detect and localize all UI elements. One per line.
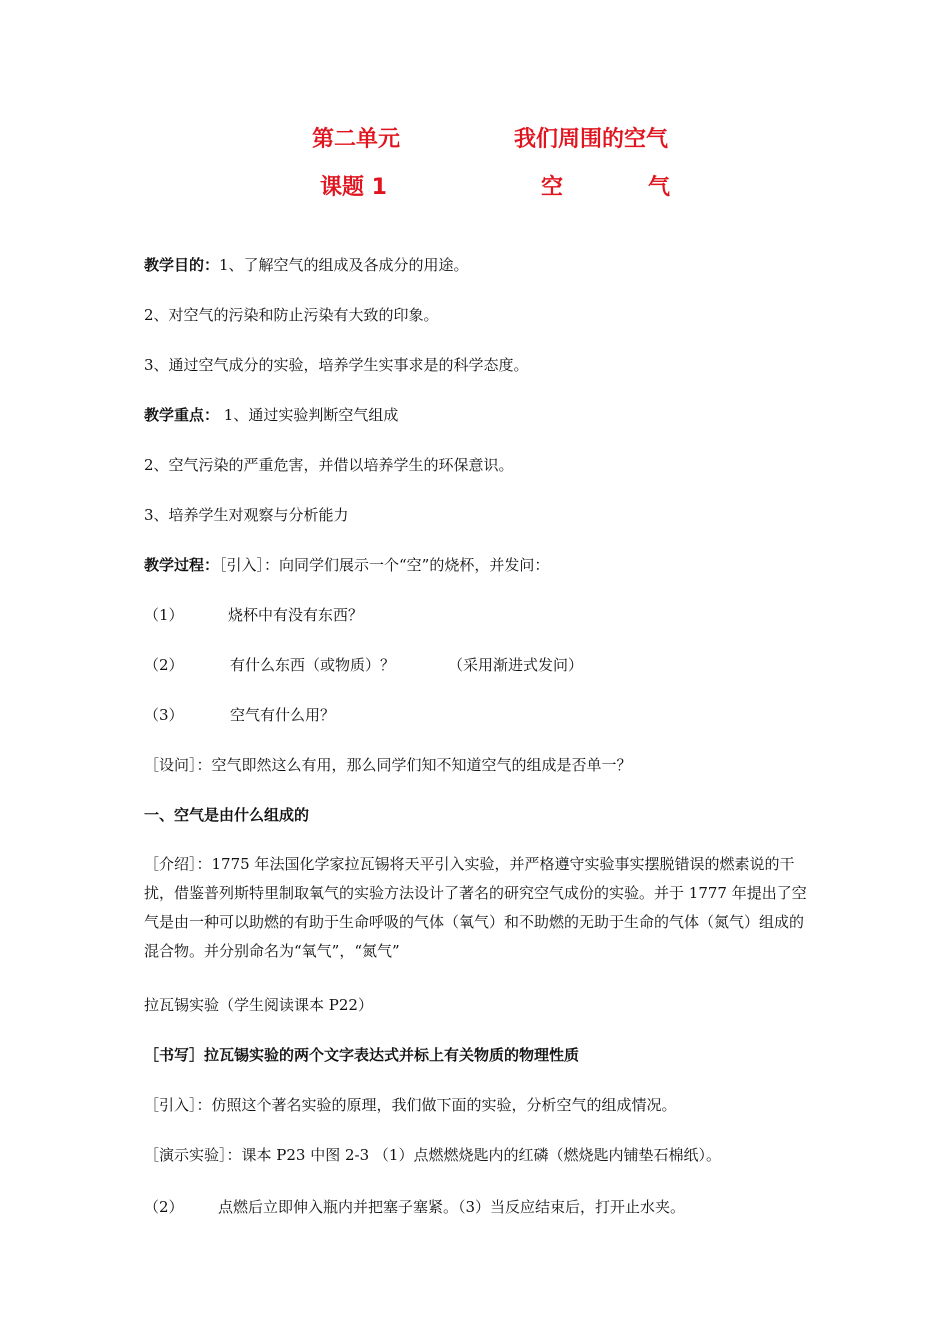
key-point-item-3: 3、培养学生对观察与分析能力 (144, 506, 349, 524)
reading-note: 拉瓦锡实验（学生阅读课本 P22） (144, 996, 373, 1014)
write-tag: ［书写］ (144, 1046, 205, 1064)
key-point-item-2: 2、空气污染的严重危害，并借以培养学生的环保意识。 (144, 456, 514, 474)
key-points-label: 教学重点： (144, 406, 220, 424)
objective-item-3: 3、通过空气成分的实验，培养学生实事求是的科学态度。 (144, 356, 529, 374)
intro-paragraph: ［介绍］：1775 年法国化学家拉瓦锡将天平引入实验，并严格遵守实验事实摆脱错误的燃素说的干扰，借鉴普列斯特里制取氧气的实验方法设计了著名的研究空气成份的实验。并于 1777 年提出了空气是由一种可以助燃的有助于生命呼吸的气体（氧气）和不助燃的无助于生命的气体（氮气）组成的混合物。并分别命名为“氧气”，“氮气” (144, 855, 807, 960)
objective-item-2: 2、对空气的污染和防止污染有大致的印象。 (144, 306, 439, 324)
step-2-number: （2） (144, 1198, 184, 1216)
question-3 (144, 704, 336, 725)
demo-experiment: ［演示实验］：课本 P23 中图 2-3 （1）点燃燃烧匙内的红磷（燃烧匙内铺垫石棉纸）。 (144, 1146, 721, 1164)
lesson-title: 课题 1 (320, 175, 387, 200)
intro-2: ［引入］：仿照这个著名实验的原理，我们做下面的实验，分析空气的组成情况。 (144, 1096, 677, 1114)
process-line (144, 554, 549, 575)
key-point-item-1: 1、通过实验判断空气组成 (219, 406, 399, 424)
objectives-label: 教学目的： (144, 256, 220, 274)
write-text: 拉瓦锡实验的两个文字表达式并标上有关物质的物理性质 (204, 1046, 580, 1064)
step-2 (144, 1196, 686, 1217)
setup-question: ［设问］：空气即然这么有用，那么同学们知不知道空气的组成是否单一？ (144, 756, 632, 774)
lesson-name-part1: 空 (541, 175, 564, 200)
unit-title: 第二单元 (312, 127, 401, 152)
question-2-number: （2） (144, 656, 184, 674)
question-1-text: 烧杯中有没有东西？ (228, 606, 364, 624)
process-label: 教学过程： (144, 556, 220, 574)
question-1 (144, 604, 364, 625)
lesson-name-part2: 气 (648, 175, 671, 200)
question-2 (144, 654, 704, 675)
question-3-number: （3） (144, 706, 184, 724)
section-heading: 一、空气是由什么组成的 (144, 806, 310, 824)
write-line (144, 1044, 579, 1065)
question-2-text: 有什么东西（或物质）？ (230, 656, 396, 674)
objective-item-1: 1、了解空气的组成及各成分的用途。 (219, 256, 469, 274)
process-intro: ［引入］：向同学们展示一个“空”的烧杯，并发问： (219, 556, 550, 574)
key-points-line (144, 404, 398, 425)
question-2-note: （采用渐进式发问） (448, 656, 584, 674)
objectives-line (144, 254, 469, 275)
step-2-text: 点燃后立即伸入瓶内并把塞子塞紧。（3）当反应结束后，打开止水夹。 (218, 1198, 686, 1216)
unit-name-title: 我们周围的空气 (514, 127, 669, 152)
question-1-number: （1） (144, 606, 184, 624)
question-3-text: 空气有什么用？ (230, 706, 336, 724)
